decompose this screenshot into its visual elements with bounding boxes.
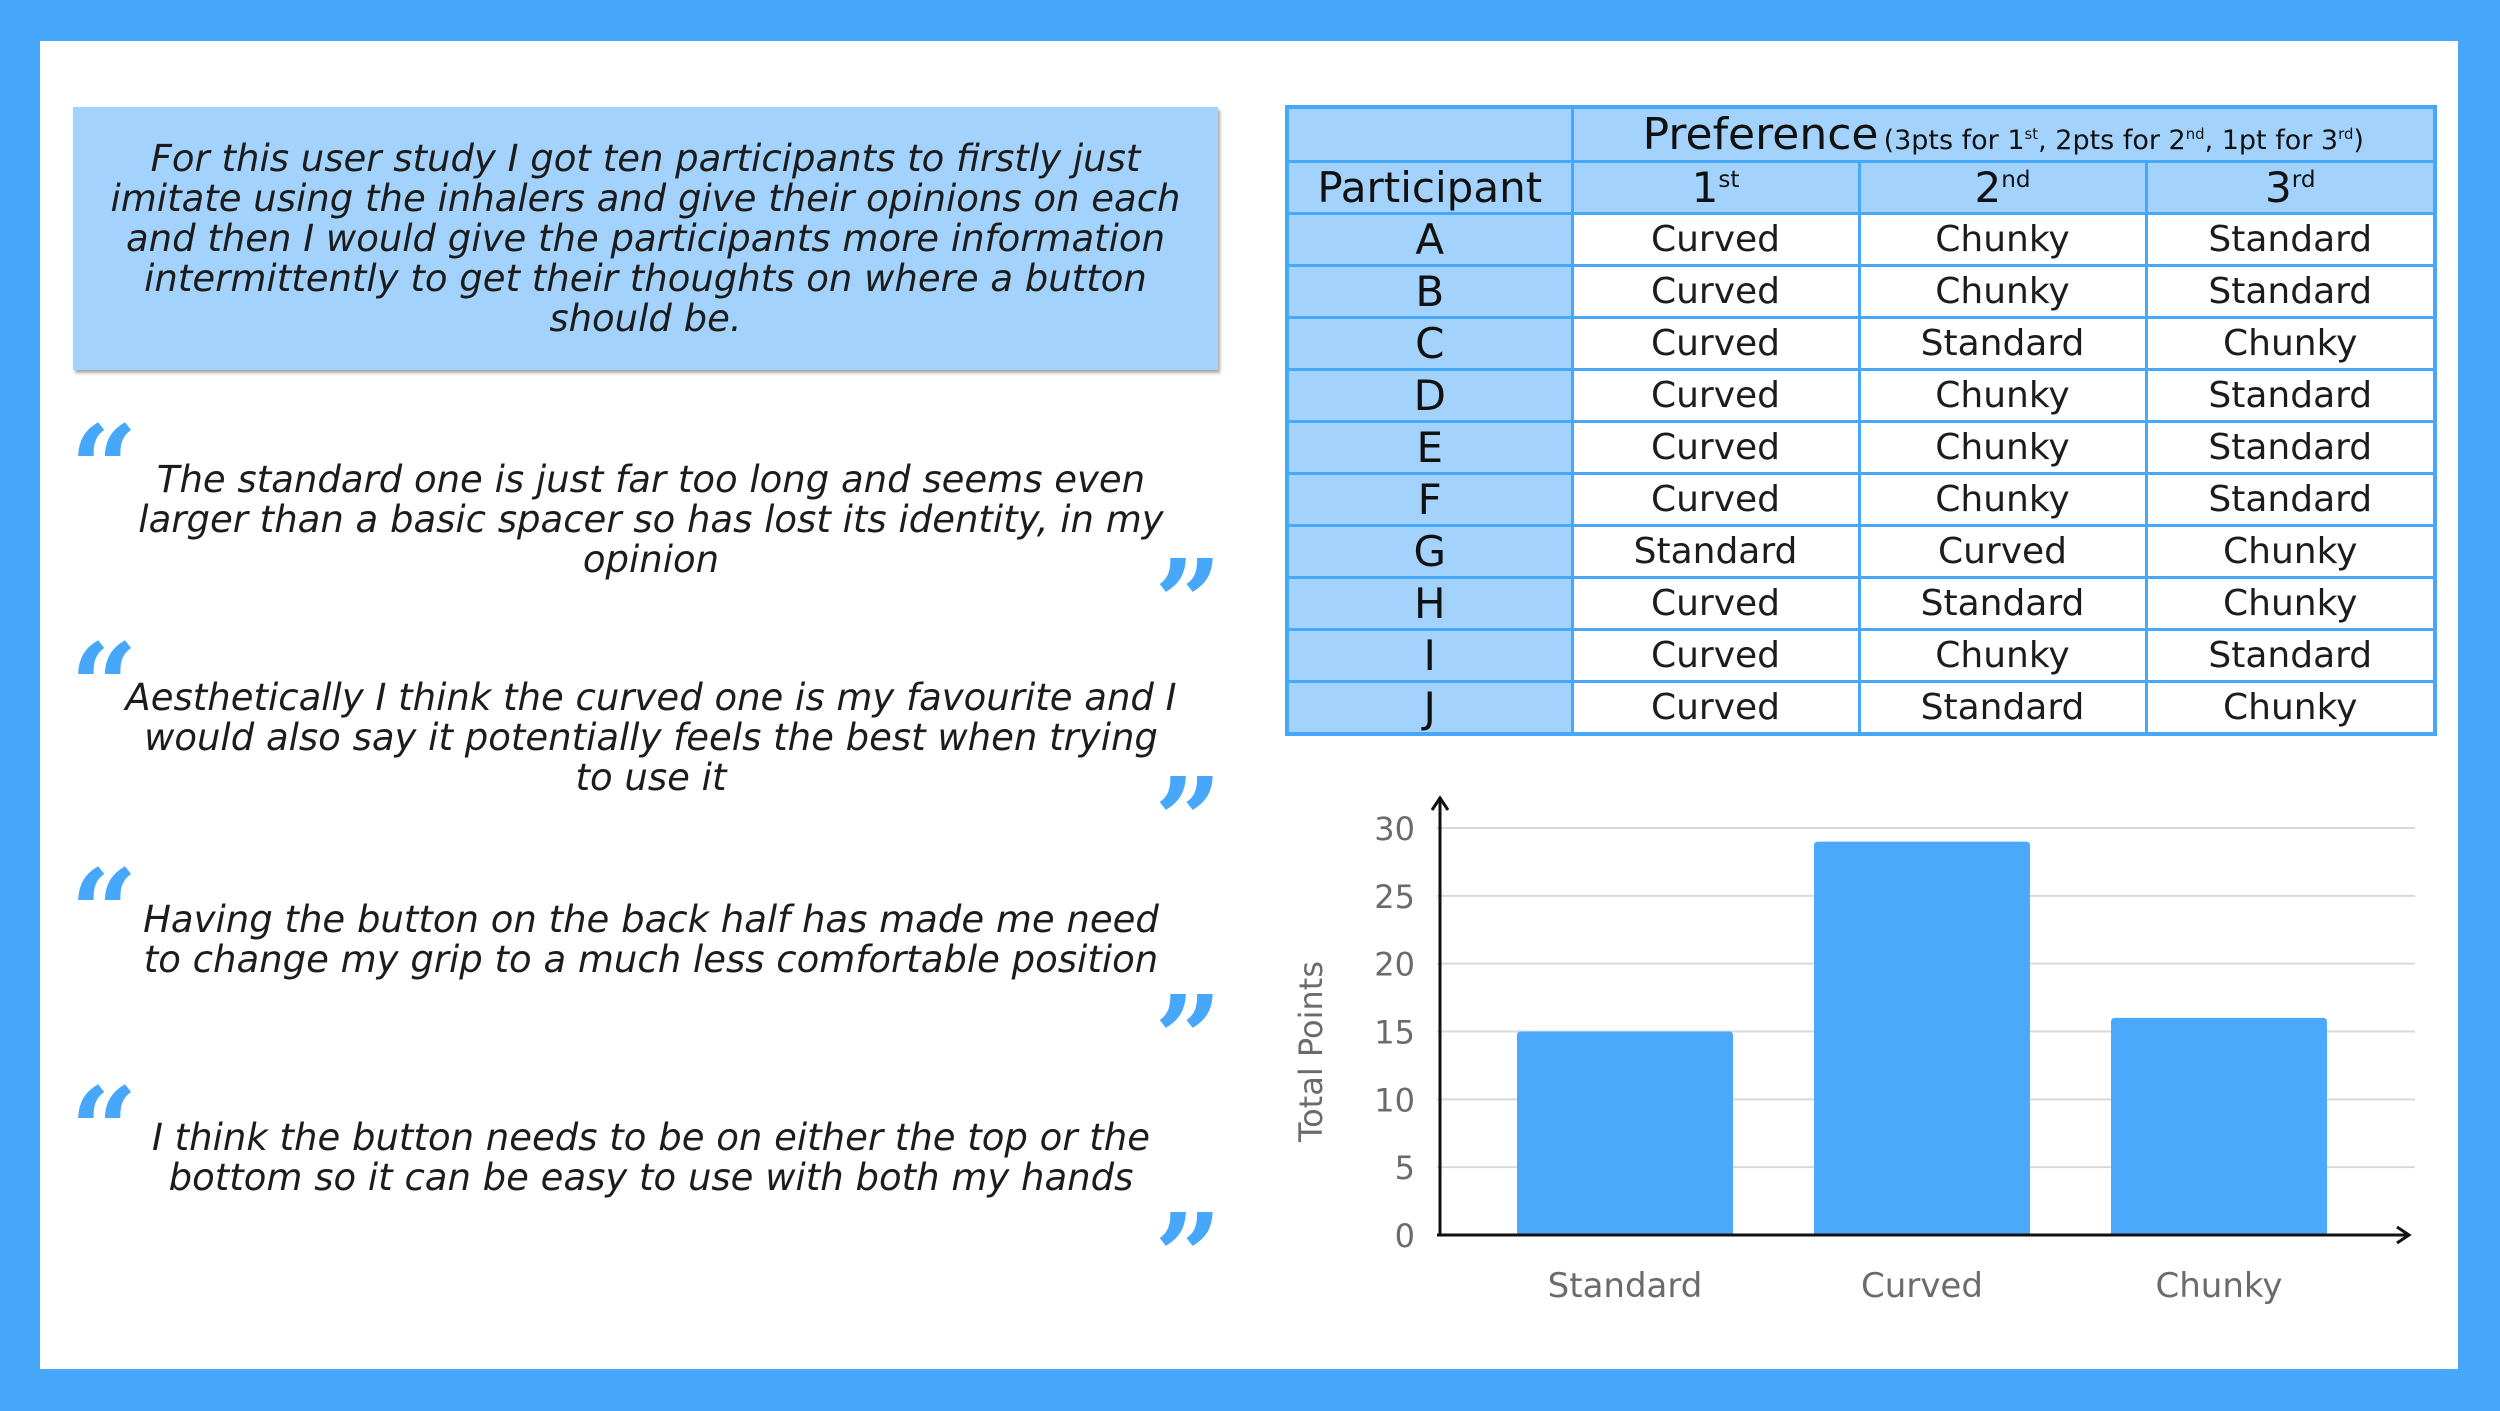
rank-cell: Chunky (2146, 318, 2435, 370)
points-bar-chart (1285, 780, 2435, 1340)
table-row (1287, 214, 2435, 266)
participant-id: I (1287, 630, 1572, 682)
bar-standard (1517, 1032, 1733, 1236)
participant-header: Participant (1287, 162, 1572, 214)
rank-cell: Curved (1572, 318, 1859, 370)
rank-cell: Chunky (1859, 266, 2146, 318)
participant-id: C (1287, 318, 1572, 370)
open-quote-icon: “ (70, 1061, 138, 1200)
rank-cell: Curved (1572, 422, 1859, 474)
rank-cell: Curved (1572, 214, 1859, 266)
rank-cell: Curved (1572, 682, 1859, 735)
participant-id: D (1287, 370, 1572, 422)
rank-cell: Standard (1859, 682, 2146, 735)
close-quote-icon: ” (1154, 751, 1222, 890)
table-row (1287, 370, 2435, 422)
x-category-label: Curved (1861, 1266, 1983, 1306)
participant-id: E (1287, 422, 1572, 474)
rank-cell: Chunky (1859, 214, 2146, 266)
table-row (1287, 422, 2435, 474)
rank-cell: Standard (2146, 474, 2435, 526)
rank-cell: Chunky (1859, 422, 2146, 474)
quote-text: The standard one is just far too long and seems even larger than a basic spacer so has lost its identity, in my opinion (138, 458, 1164, 581)
rank-cell: Standard (2146, 422, 2435, 474)
intro-box (73, 107, 1218, 370)
y-tick-label: 10 (1374, 1081, 1415, 1120)
rank-cell: Curved (1572, 578, 1859, 630)
rank-cell: Standard (2146, 214, 2435, 266)
rank-cell: Curved (1572, 370, 1859, 422)
table-row (1287, 266, 2435, 318)
quote-text: Aesthetically I think the curved one is my favourite and I would also say it potentially feels the best when trying to use it (125, 676, 1177, 799)
rank-cell: Chunky (1859, 630, 2146, 682)
table-row (1287, 526, 2435, 578)
participant-id: H (1287, 578, 1572, 630)
rank-cell: Standard (1859, 578, 2146, 630)
rank-cell: Chunky (2146, 526, 2435, 578)
points-note: (3pts for 1st, 2pts for 2nd, 1pt for 3rd) (1883, 125, 2364, 156)
table-corner-cell (1287, 107, 1572, 162)
participant-id: F (1287, 474, 1572, 526)
quote-3 (70, 843, 1222, 1108)
open-quote-icon: “ (70, 617, 138, 756)
table-row (1287, 474, 2435, 526)
rank-cell: Standard (1572, 526, 1859, 578)
rank-header-1st: 1st (1572, 162, 1859, 214)
quote-4 (70, 1061, 1222, 1326)
participant-id: B (1287, 266, 1572, 318)
rank-cell: Chunky (2146, 578, 2435, 630)
rank-cell: Standard (2146, 266, 2435, 318)
y-tick-label: 30 (1374, 810, 1415, 848)
rank-cell: Standard (2146, 630, 2435, 682)
preference-header (1572, 107, 2435, 162)
table-row (1287, 578, 2435, 630)
table-row (1287, 682, 2435, 735)
quote-1 (70, 399, 1222, 672)
rank-header-3rd: 3rd (2146, 162, 2435, 214)
participant-id: J (1287, 682, 1572, 735)
rank-cell: Curved (1572, 266, 1859, 318)
quote-2 (70, 617, 1222, 890)
open-quote-icon: “ (70, 399, 138, 538)
open-quote-icon: “ (70, 843, 138, 982)
preference-title: Preference (1642, 109, 1879, 160)
y-tick-label: 25 (1374, 877, 1415, 916)
chart-svg (1285, 780, 2435, 1340)
y-tick-label: 15 (1374, 1013, 1415, 1052)
quote-text: I think the button needs to be on either the top or the bottom so it can be easy to use with both my hands (151, 1116, 1151, 1199)
y-tick-label: 20 (1374, 945, 1415, 984)
rank-cell: Standard (1859, 318, 2146, 370)
close-quote-icon: ” (1154, 969, 1222, 1108)
close-quote-icon: ” (1154, 533, 1222, 672)
rank-cell: Chunky (1859, 474, 2146, 526)
rank-cell: Curved (1572, 630, 1859, 682)
rank-cell: Curved (1572, 474, 1859, 526)
rank-cell: Curved (1859, 526, 2146, 578)
rank-cell: Chunky (1859, 370, 2146, 422)
rank-header-2nd: 2nd (1859, 162, 2146, 214)
x-category-label: Standard (1547, 1266, 1703, 1306)
quote-text: Having the button on the back half has made me need to change my grip to a much less comfortable position (143, 898, 1159, 981)
intro-text: For this user study I got ten participants to firstly just imitate using the inhalers and give their opinions on each and then I would give the participants more information intermittently to get their thoughts on where a button should be. (110, 136, 1181, 340)
bar-chunky (2111, 1018, 2327, 1235)
y-tick-label: 0 (1394, 1217, 1415, 1255)
participant-id: A (1287, 214, 1572, 266)
table-row (1287, 318, 2435, 370)
x-category-label: Chunky (2155, 1266, 2283, 1306)
bar-curved (1814, 842, 2030, 1235)
participant-id: G (1287, 526, 1572, 578)
rank-cell: Standard (2146, 370, 2435, 422)
y-tick-label: 5 (1394, 1149, 1415, 1188)
close-quote-icon: ” (1154, 1187, 1222, 1326)
rank-cell: Chunky (2146, 682, 2435, 735)
preference-table (1285, 105, 2437, 736)
y-axis-title: Total Points (1292, 960, 1330, 1143)
table-row (1287, 630, 2435, 682)
